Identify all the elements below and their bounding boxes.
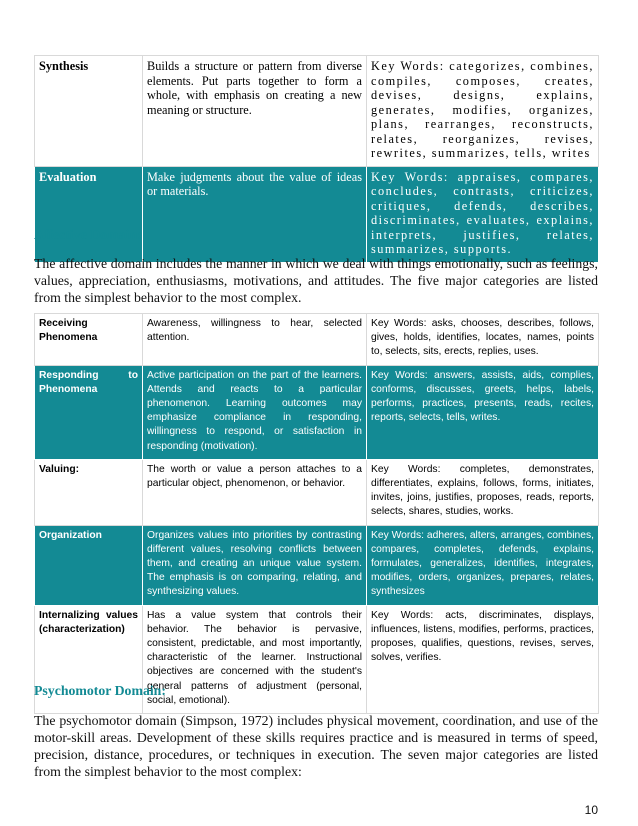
description-cell: Organizes values into priorities by contrasting different values, resolving conflicts between them, and creating an unique value system. The emphasis is on comparing, relating, and synthesizing values. — [143, 525, 367, 605]
keywords-cell: Key Words: asks, chooses, describes, follows, gives, holds, identifies, locates, names, points to, selects, sits, erects, replies, uses. — [367, 314, 599, 366]
keywords-cell: Key Words: completes, demonstrates, differentiates, explains, follows, forms, initiates, invites, joins, justifies, proposes, reads, reports, selects, shares, studies, works. — [367, 459, 599, 525]
table-row — [35, 459, 599, 525]
page-number: 10 — [584, 803, 598, 817]
description-cell: The worth or value a person attaches to a particular object, phenomenon, or behavior. — [143, 459, 367, 525]
table-row — [35, 56, 599, 167]
keywords-cell: Key Words: answers, assists, aids, complies, conforms, discusses, greets, helps, labels, performs, practices, presents, reads, recites, reports, selects, tells, writes. — [367, 365, 599, 459]
affective-intro: The affective domain includes the manner in which we deal with things emotionally, such as feelings, values, appreciation, enthusiasms, motivations, and attitudes. The five major categories are listed from the simplest behavior to the most complex. — [34, 256, 598, 305]
description-cell: Has a value system that controls their behavior. The behavior is pervasive, consistent, predictable, and most importantly, characteristic of the learner. Instructional objectives are concerned with the student's general patterns of adjustment (personal, social, emotional). — [143, 605, 367, 713]
keywords-cell: Key Words: acts, discriminates, displays, influences, listens, modifies, performs, practices, proposes, qualifies, questions, revises, serves, solves, verifies. — [367, 605, 599, 713]
category-cell: Receiving Phenomena — [35, 314, 143, 366]
table-row — [35, 166, 599, 262]
keywords-cell: Key Words: appraises, compares, concludes, contrasts, criticizes, critiques, defends, describes, discriminates, evaluates, explains, interprets, justifies, relates, summarizes, supports. — [367, 166, 599, 262]
keywords-cell: Key Words: categorizes, combines, compiles, composes, creates, devises, designs, explains, generates, modifies, organizes, plans, rearranges, reconstructs, relates, reorganizes, revises, rewrites, summarizes, tells, writes — [367, 56, 599, 167]
psychomotor-heading: Psychomotor Domain: — [34, 683, 166, 698]
affective-domain-table — [34, 313, 599, 714]
table-row — [35, 314, 599, 366]
description-cell: Make judgments about the value of ideas or materials. — [143, 166, 367, 262]
psychomotor-intro: The psychomotor domain (Simpson, 1972) includes physical movement, coordination, and use of the motor-skill areas. Development of these skills requires practice and is measured in terms of speed, precision, distance, procedures, or techniques in execution. The seven major categories are listed from the simplest behavior to the most complex: — [34, 713, 598, 779]
category-cell: Internalizing values (characterization) — [35, 605, 143, 713]
category-cell: Synthesis — [35, 56, 143, 167]
category-cell: Valuing: — [35, 459, 143, 525]
description-cell: Builds a structure or pattern from diverse elements. Put parts together to form a whole, with emphasis on creating a new meaning or structure. — [143, 56, 367, 167]
category-cell: Organization — [35, 525, 143, 605]
category-cell: Responding to Phenomena — [35, 365, 143, 459]
table-row — [35, 365, 599, 459]
table-row — [35, 525, 599, 605]
description-cell: Awareness, willingness to hear, selected attention. — [143, 314, 367, 366]
keywords-cell: Key Words: adheres, alters, arranges, combines, compares, completes, defends, explains, formulates, generalizes, identifies, integrates, modifies, orders, organizes, prepares, relates, synthesizes — [367, 525, 599, 605]
description-cell: Active participation on the part of the learners. Attends and reacts to a particular phenomenon. Learning outcomes may emphasize compliance in responding, willingness to respond, or satisfaction in responding (motivation). — [143, 365, 367, 459]
category-cell: Evaluation — [35, 166, 143, 262]
affective-heading: Affective Domain: — [34, 227, 142, 242]
